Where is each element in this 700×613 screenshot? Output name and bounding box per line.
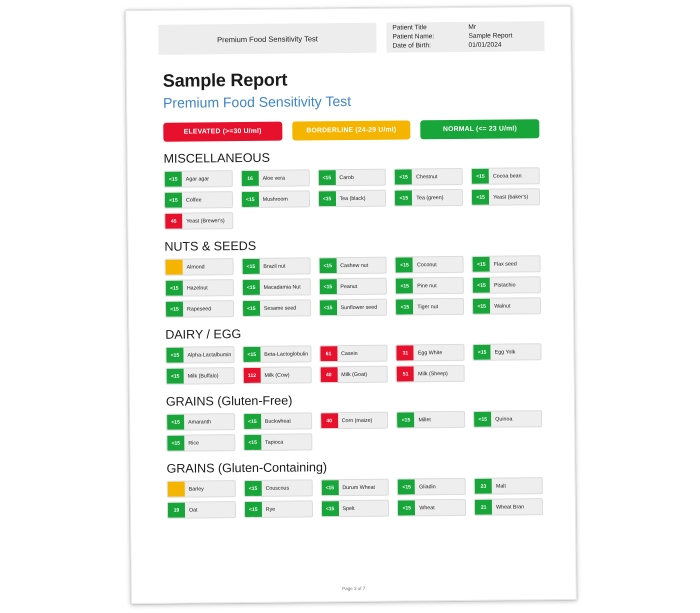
result-value-badge: <15 [398, 479, 415, 494]
result-item-label: Durum Wheat [342, 484, 376, 491]
result-item-label: Sesame seed [263, 305, 297, 312]
header-value-name: Sample Report [468, 32, 513, 40]
result-item-label: Hazelnut [186, 284, 208, 292]
result-grid [164, 167, 541, 230]
result-item [397, 499, 466, 517]
result-item-label: Tea (black) [339, 195, 366, 202]
result-item [472, 297, 541, 315]
result-grid [165, 255, 542, 318]
result-value-badge: <15 [243, 301, 260, 316]
result-item [241, 257, 310, 275]
result-value-badge: <15 [319, 191, 336, 206]
result-value-badge: <15 [396, 299, 413, 314]
result-value-badge: 45 [165, 214, 182, 229]
result-value-badge: <15 [167, 415, 184, 430]
section [164, 148, 541, 230]
result-value-badge: 23 [475, 479, 492, 494]
result-value-badge: <15 [165, 193, 182, 208]
section [166, 391, 543, 452]
result-value-badge: 40 [321, 413, 338, 428]
legend-item-normal: NORMAL (<= 23 U/ml) [421, 119, 540, 139]
result-value-badge: <15 [167, 436, 184, 451]
result-value-badge: 21 [475, 500, 492, 515]
header-field-values [468, 24, 512, 48]
result-item-label: Rice [188, 439, 199, 447]
report-header [158, 21, 544, 55]
result-item-label: Barley [188, 485, 204, 493]
result-item-label: Gliadin [419, 483, 436, 490]
result-item [320, 500, 389, 518]
result-item-label: Rye [265, 506, 276, 513]
result-item [166, 434, 235, 452]
result-item [240, 169, 309, 187]
result-value-badge: <15 [396, 257, 413, 272]
result-item [241, 190, 310, 208]
header-label-title: Patient Title [392, 24, 427, 32]
result-item [165, 300, 234, 318]
result-item [472, 276, 541, 294]
result-item-label: Pistachio [493, 281, 516, 289]
result-item [396, 365, 465, 383]
result-item-label: Sunflower seed [340, 304, 378, 311]
result-item [166, 413, 235, 431]
result-value-badge: <15 [397, 412, 414, 427]
result-item [395, 298, 464, 316]
result-value-badge [166, 260, 183, 275]
result-item-label: Spelt [342, 505, 355, 512]
result-item [395, 277, 464, 295]
result-value-badge: 31 [397, 345, 414, 360]
result-item [471, 167, 540, 185]
result-value-badge: <15 [245, 502, 262, 517]
result-item [242, 345, 311, 363]
page-title: Sample Report [162, 69, 288, 91]
header-test-name: Premium Food Sensitivity Test [158, 23, 376, 55]
result-grid [165, 343, 541, 385]
result-item [319, 299, 388, 317]
result-item-label: Oat [188, 506, 198, 514]
result-item-label: Beta-Lactoglobulin [264, 350, 309, 358]
result-item-label: Walnut [494, 302, 511, 310]
result-item-label: Milk (Cow) [264, 372, 290, 379]
result-value-badge: <15 [319, 279, 336, 294]
result-item [474, 498, 543, 516]
sections-container [146, 148, 558, 519]
result-item [317, 169, 386, 187]
result-item-label: Aloe vera [262, 175, 285, 182]
header-gap [376, 23, 386, 53]
result-item-label: Coffee [185, 196, 202, 204]
result-item-label: Corn (maize) [341, 417, 373, 424]
page-subtitle: Premium Food Sensitivity Test [162, 92, 352, 111]
result-item-label: Quinoa [495, 415, 513, 423]
result-item [318, 278, 387, 296]
result-value-badge: <15 [473, 299, 490, 314]
result-value-badge: <15 [398, 500, 415, 515]
result-item-label: Egg Yolk [494, 348, 516, 356]
section [165, 324, 542, 385]
report-page [125, 6, 577, 604]
result-value-badge: 51 [397, 366, 414, 381]
title-block [163, 67, 553, 111]
result-item-label: Almond [186, 263, 205, 271]
result-item-label: Milk (Buffalo) [187, 372, 219, 380]
result-item [164, 212, 233, 230]
result-item [320, 479, 389, 497]
result-item-label: Cocoa bean [492, 172, 522, 180]
result-item [318, 257, 387, 275]
result-item [472, 255, 541, 273]
result-item-label: Wheat Bran [496, 503, 525, 511]
result-item [397, 478, 466, 496]
result-item-label: Brazil nut [263, 263, 286, 270]
result-value-badge [168, 482, 185, 497]
result-item [471, 188, 540, 206]
result-value-badge: <15 [396, 278, 413, 293]
result-item [164, 170, 233, 188]
result-item [243, 433, 312, 451]
result-value-badge: <15 [244, 481, 261, 496]
section-title: DAIRY / EGG [165, 327, 242, 342]
result-item-label: Tea (green) [416, 194, 444, 201]
header-value-title: Mr [468, 23, 477, 31]
result-item-label: Amaranth [188, 418, 212, 426]
result-item [320, 412, 389, 430]
section-title: GRAINS (Gluten-Containing) [166, 460, 328, 476]
result-value-badge: <15 [472, 169, 489, 184]
result-item-label: Alpha-Lactalbumin [187, 351, 232, 359]
header-patient-block [386, 21, 544, 53]
result-item [473, 410, 542, 428]
result-item-label: Pine nut [417, 282, 437, 289]
result-item-label: Coconut [416, 261, 437, 268]
result-grid [167, 477, 543, 519]
result-item-label: Mushroom [262, 196, 288, 203]
result-item-label: Yeast (Brewer's) [186, 217, 225, 225]
result-item [165, 346, 234, 364]
result-value-badge: <15 [166, 281, 183, 296]
page-footer: Page 3 of 7 [342, 585, 366, 592]
result-value-badge: <15 [166, 348, 183, 363]
result-value-badge: <15 [473, 278, 490, 293]
result-value-badge: <15 [320, 300, 337, 315]
result-item-label: Cashew nut [340, 262, 369, 269]
result-item [396, 411, 465, 429]
result-item [242, 366, 311, 384]
result-value-badge: <15 [242, 259, 259, 274]
result-item [166, 367, 235, 385]
result-item-label: Couscous [265, 485, 290, 492]
section-title: MISCELLANEOUS [163, 150, 270, 166]
result-value-badge: <15 [472, 190, 489, 205]
result-item [396, 344, 465, 362]
result-item [244, 500, 313, 518]
result-value-badge: <15 [166, 302, 183, 317]
result-item [243, 479, 312, 497]
result-value-badge: <15 [165, 172, 182, 187]
result-item [242, 299, 311, 317]
result-value-badge: 40 [320, 367, 337, 382]
result-item [167, 480, 236, 498]
result-value-badge: <15 [167, 369, 184, 384]
result-item-label: Macadamia Nut [263, 283, 301, 291]
result-item-label: Wheat [419, 504, 435, 511]
section-title: GRAINS (Gluten-Free) [165, 393, 293, 409]
result-item-label: Milk (Sheep) [418, 370, 448, 377]
result-item-label: Tapioca [265, 439, 284, 446]
result-item [242, 278, 311, 296]
result-item [165, 258, 234, 276]
result-value-badge: <15 [242, 192, 259, 207]
result-value-badge: <15 [473, 257, 490, 272]
result-item-label: Yeast (baker's) [493, 193, 529, 201]
legend-item-elevated: ELEVATED (>=30 U/ml) [163, 122, 282, 142]
result-item-label: Tiger nut [417, 303, 439, 310]
result-item [319, 345, 388, 363]
result-value-badge: <15 [474, 412, 491, 427]
result-item [167, 501, 236, 519]
result-value-badge: <15 [395, 190, 412, 205]
result-item [317, 190, 386, 208]
result-value-badge: <15 [318, 170, 335, 185]
result-item-label: Casein [341, 350, 358, 357]
result-grid [166, 410, 542, 452]
result-item-label: Carob [339, 174, 354, 181]
section [164, 236, 541, 318]
result-item [164, 191, 233, 209]
result-item-label: Agar agar [185, 175, 210, 183]
result-item-label: Rapeseed [187, 305, 212, 313]
result-item-label: Malt [495, 483, 506, 490]
header-value-dob: 01/01/2024 [468, 41, 502, 49]
result-item-label: Milk (Goat) [341, 371, 368, 378]
result-value-badge: 61 [320, 346, 337, 361]
result-item-label: Flax seed [493, 260, 517, 268]
result-item [473, 343, 542, 361]
result-item [243, 412, 312, 430]
result-value-badge: <15 [474, 345, 491, 360]
legend-item-borderline: BORDERLINE (24-29 U/ml) [292, 120, 411, 140]
section-title: NUTS & SEEDS [164, 238, 257, 254]
result-value-badge: <15 [321, 501, 338, 516]
result-value-badge: 16 [242, 171, 259, 186]
result-value-badge: 112 [243, 368, 260, 383]
legend [163, 119, 539, 142]
header-label-dob: Date of Birth: [392, 42, 432, 50]
result-value-badge: <15 [319, 258, 336, 273]
result-value-badge: <15 [321, 480, 338, 495]
result-item [165, 279, 234, 297]
result-item-label: Chestnut [416, 173, 438, 180]
header-field-labels [392, 25, 468, 50]
result-value-badge: <15 [244, 435, 261, 450]
result-item [394, 168, 463, 186]
section [166, 458, 543, 519]
result-value-badge: <15 [243, 347, 260, 362]
result-item-label: Buckwheat [264, 418, 291, 425]
result-value-badge: <15 [243, 280, 260, 295]
result-item-label: Peanut [340, 283, 358, 290]
result-item [474, 477, 543, 495]
header-label-name: Patient Name: [392, 33, 435, 41]
result-item-label: Egg White [417, 349, 443, 356]
result-item [395, 256, 464, 274]
result-value-badge: <15 [395, 169, 412, 184]
result-value-badge: 19 [168, 503, 185, 518]
result-item [319, 366, 388, 384]
result-item [394, 189, 463, 207]
result-value-badge: <15 [244, 414, 261, 429]
result-item-label: Millet [418, 416, 431, 423]
